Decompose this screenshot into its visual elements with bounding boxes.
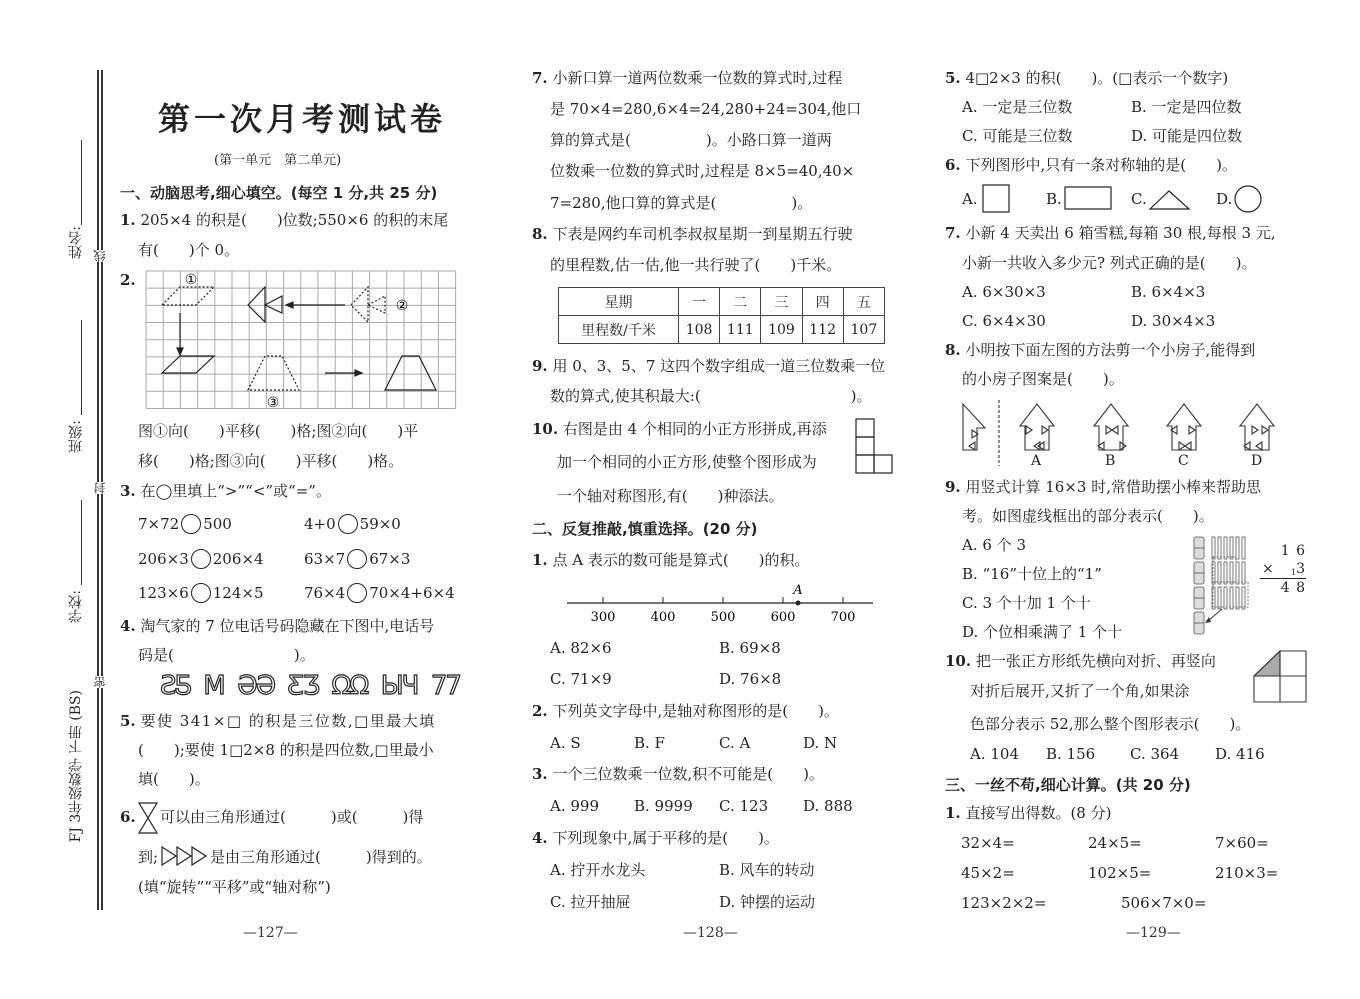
q7-line2: 是 70×4=280,6×4=24,280+24=304,他口 (550, 100, 862, 118)
house-window-triangle (1026, 426, 1032, 434)
q4-line2: 码是( )。 (138, 646, 315, 664)
q8-line2: 的里程数,估一估,他一共行驶了( )千米。 (550, 256, 842, 274)
c3-text: 一个三位数乘一位数,积不可能是( )。 (552, 765, 824, 783)
q3-heading: 在◯里填上“>”“<”或“=”。 (140, 482, 331, 500)
mark-2: ② (395, 298, 409, 314)
comparison-item (138, 514, 232, 534)
single-stick (1224, 562, 1227, 584)
house-option-shape (1020, 404, 1054, 450)
shape1-original (162, 287, 214, 305)
c7-number: 7. (945, 224, 961, 242)
house-window-triangle (1252, 426, 1258, 434)
school-field[interactable] (81, 500, 82, 585)
q1-line2: 有( )个 0。 (138, 241, 240, 259)
c2-option-a[interactable]: A. S (550, 734, 581, 752)
c5-option-b[interactable]: B. 一定是四位数 (1131, 98, 1242, 116)
table-row (559, 316, 885, 344)
calc-item[interactable]: 45×2= (961, 864, 1015, 882)
c7-option-b[interactable]: B. 6×4×3 (1131, 283, 1206, 301)
school-label: 学校: (68, 590, 84, 623)
q7-line5: 7=280,他口算的算式是( )。 (550, 194, 813, 212)
comparison-right: 59×0 (359, 515, 401, 533)
square-shape-icon (982, 184, 1012, 214)
house-window-triangle (1112, 426, 1118, 434)
mark-3: ③ (266, 395, 280, 410)
name-field[interactable] (81, 140, 82, 225)
seal-char-seal: 封 (93, 482, 107, 494)
single-stick (1230, 537, 1233, 559)
table-cell: 112 (802, 316, 843, 344)
single-stick (1230, 562, 1233, 584)
c2-option-c[interactable]: C. A (719, 734, 751, 752)
name-label: 姓名: (68, 226, 84, 259)
book-label: FJ 3年级数学 下册 (BS) (68, 690, 84, 843)
shape2-moved-a (248, 287, 265, 322)
c10-option-a[interactable]: A. 104 (970, 745, 1019, 763)
c8-line2: 的小房子图案是( )。 (962, 370, 1124, 388)
comparison-left: 63×7 (304, 550, 346, 568)
single-stick (1236, 587, 1239, 609)
c4-text: 下列现象中,属于平移的是( )。 (552, 829, 779, 847)
q7-number: 7. (532, 69, 548, 87)
c2-text: 下列英文字母中,是轴对称图形的是( )。 (552, 702, 839, 720)
shape2-moved-b (265, 296, 282, 313)
q9-number: 9. (532, 357, 548, 375)
c10-line2: 对折后展开,又折了一个角,如果涂 (970, 682, 1190, 700)
q6-line2b: 是由三角形通过( )得到的。 (210, 848, 432, 866)
triangle-shape-icon (1149, 189, 1191, 211)
number-line-tick-label: 600 (770, 610, 796, 625)
single-stick (1212, 537, 1215, 559)
c4-option-b[interactable]: B. 风车的转动 (719, 861, 815, 879)
house-option-shape (1094, 404, 1128, 450)
c5-option-d[interactable]: D. 可能是四位数 (1131, 127, 1243, 145)
q10-number: 10. (532, 420, 559, 438)
q10-line3: 一个轴对称图形,有( )种添法。 (557, 487, 784, 505)
shape3-original (248, 356, 299, 390)
c9-option-b[interactable]: B. “16”十位上的“1” (962, 565, 1102, 583)
c8-line1: 小明按下面左图的方法剪一个小房子,能得到 (965, 341, 1256, 359)
c3-option-d[interactable]: D. 888 (803, 797, 853, 815)
c3-number: 3. (532, 765, 548, 783)
c10-option-b[interactable]: B. 156 (1046, 745, 1096, 763)
hidden-digit-glyph: 77 (430, 671, 460, 701)
single-stick (1242, 587, 1245, 609)
c2-option-d[interactable]: D. N (803, 734, 838, 752)
c5-number: 5. (945, 69, 961, 87)
single-stick (1230, 587, 1233, 609)
shape2-original-a (351, 287, 368, 322)
calc-item[interactable]: 210×3= (1215, 864, 1279, 882)
hidden-digit-glyph: ƧƼ (160, 671, 190, 701)
table-cell: 111 (720, 316, 761, 344)
q1-line1: 205×4 的积是( )位数;550×6 的积的末尾 (140, 211, 449, 229)
q8-number: 8. (532, 225, 548, 243)
point-a-label: A (793, 583, 803, 598)
number-line-tick-label: 500 (710, 610, 736, 625)
c4-number: 4. (532, 829, 548, 847)
q10-line1: 右图是由 4 个相同的小正方形拼成,再添 (562, 420, 827, 438)
shape2-original-b (368, 296, 385, 313)
c6-option-b[interactable]: B. (1046, 190, 1062, 208)
q2-line2: 移( )格;图③向( )平移( )格。 (138, 452, 404, 470)
page-number-127: —127— (243, 925, 298, 941)
number-line-tick-label: 700 (830, 610, 856, 625)
three-triangles-icon (161, 846, 209, 866)
q6-line3: (填“旋转”“平移”或“轴对称”) (138, 878, 331, 896)
house-window-triangle (1034, 442, 1040, 450)
number-line-tick-label: 400 (650, 610, 676, 625)
table-header-cell: 三 (761, 288, 802, 316)
single-stick (1224, 587, 1227, 609)
q7-line3: 算的算式是( )。小路口算一道两 (550, 131, 832, 149)
calc-item[interactable]: 123×2×2= (961, 894, 1047, 912)
comparison-right: 70×4+6×4 (369, 584, 455, 602)
hidden-digit-glyph: ЫЧ (380, 671, 418, 701)
hidden-digit-glyph: ƸƷ (287, 671, 319, 701)
paper-house-figure (955, 398, 1285, 470)
table-cell: 108 (679, 316, 720, 344)
hidden-digit-glyph: ƏƏ (237, 671, 275, 701)
calc-item[interactable]: 24×5= (1088, 834, 1142, 852)
c6-option-c[interactable]: C. (1131, 190, 1147, 208)
c7-option-d[interactable]: D. 30×4×3 (1131, 312, 1216, 330)
table-header-cell: 二 (720, 288, 761, 316)
house-label-b[interactable]: B (1105, 453, 1116, 469)
q7-line1: 小新口算一道两位数乘一位数的算式时,过程 (552, 69, 843, 87)
q5-line2: ( );要使 1□2×8 的积是四位数,□里最小 (138, 741, 434, 759)
calc-result: 4 8 (1260, 578, 1306, 597)
c4-option-d[interactable]: D. 钟摆的运动 (719, 893, 816, 911)
folded-square-figure (1253, 650, 1309, 704)
comparison-item (304, 583, 455, 603)
c5-option-c[interactable]: C. 可能是三位数 (962, 127, 1073, 145)
c6-option-a[interactable]: A. (962, 190, 978, 208)
shape1-moved (162, 356, 214, 373)
q8-line1: 下表是网约车司机李叔叔星期一到星期五行驶 (552, 225, 853, 243)
c3-option-c[interactable]: C. 123 (719, 797, 769, 815)
hidden-digit-glyph: ΩΩ (331, 671, 368, 701)
class-label: 班级: (68, 420, 84, 453)
house-label-a[interactable]: A (1031, 453, 1042, 469)
c10-option-d[interactable]: D. 416 (1215, 745, 1265, 763)
section-3-heading: 三、一丝不苟,细心计算。(共 20 分) (945, 776, 1191, 794)
q4-number: 4. (120, 617, 136, 635)
house-label-c[interactable]: C (1178, 453, 1189, 469)
single-stick (1218, 562, 1221, 584)
c9-line1: 用竖式计算 16×3 时,常借助摆小棒来帮助思 (965, 478, 1261, 496)
c1-option-c[interactable]: C. 71×9 (550, 670, 612, 688)
q7-line4: 位数乘一位数的算式时,过程是 8×5=40,40× (550, 162, 855, 180)
class-field[interactable] (81, 320, 82, 415)
c8-number: 8. (945, 341, 961, 359)
c7-line2: 小新一共收入多少元? 列式正确的是( )。 (962, 254, 1257, 272)
comparison-left: 76×4 (304, 584, 346, 602)
vertical-multiplication (1260, 542, 1306, 597)
q9-line1: 用 0、3、5、7 这四个数字组成一道三位数乘一位 (552, 357, 886, 375)
c5-text: 4□2×3 的积( )。(□表示一个数字) (965, 69, 1229, 87)
c5-option-a[interactable]: A. 一定是三位数 (962, 98, 1073, 116)
comparison-circle[interactable] (347, 583, 367, 603)
c7-line1: 小新 4 天卖出 6 箱雪糕,每箱 30 根,每根 3 元, (965, 224, 1276, 242)
counting-sticks-figure (1192, 534, 1262, 640)
number-line-tick-label: 300 (590, 610, 616, 625)
calc-item[interactable]: 102×5= (1088, 864, 1152, 882)
hidden-phone-number-figure (160, 670, 460, 702)
c1-number: 1. (532, 551, 548, 569)
q6-line2a: 到; (138, 848, 159, 866)
q9-line2: 数的算式,使其积最大:( )。 (550, 387, 872, 405)
c1-option-a[interactable]: A. 82×6 (550, 639, 612, 657)
c1-text: 点 A 表示的数可能是算式( )的积。 (552, 551, 810, 569)
calc-item[interactable]: 7×60= (1215, 834, 1269, 852)
comparison-item (304, 514, 401, 534)
comparison-circle[interactable] (338, 514, 358, 534)
c9-option-d[interactable]: D. 个位相乘满了 1 个十 (962, 623, 1123, 641)
table-header-cell: 星期 (559, 288, 679, 316)
q5-line3: 填( )。 (138, 770, 210, 788)
comparison-right: 67×3 (369, 550, 411, 568)
seal-char-secret: 密 (93, 676, 107, 688)
rectangle-shape-icon (1064, 186, 1114, 212)
single-stick (1236, 537, 1239, 559)
house-window-triangle (1185, 442, 1191, 450)
c3-option-a[interactable]: A. 999 (550, 797, 599, 815)
table-header-row (559, 288, 885, 316)
comparison-left: 206×3 (138, 550, 189, 568)
house-window-triangle (1189, 426, 1195, 434)
table-cell: 109 (761, 316, 802, 344)
table-cell: 里程数/千米 (559, 316, 679, 344)
l-shape-squares-figure (855, 418, 895, 476)
shape3-moved (385, 356, 436, 390)
calc-carry: 1 (1290, 568, 1296, 577)
c7-option-c[interactable]: C. 6×4×30 (962, 312, 1046, 330)
c10-line3: 色部分表示 52,那么整个图形表示( )。 (970, 715, 1251, 733)
translation-grid-figure (145, 270, 457, 410)
page-subtitle: (第一单元 第二单元) (214, 153, 342, 168)
comparison-circle[interactable] (191, 583, 211, 603)
calc-top: 1 6 (1280, 543, 1306, 559)
c7-option-a[interactable]: A. 6×30×3 (962, 283, 1046, 301)
page-title: 第一次月考测试卷 (158, 100, 447, 138)
q6-line1: 可以由三角形通过( )或( )得 (160, 808, 424, 826)
circle-shape-icon (1234, 184, 1264, 214)
c3-option-b[interactable]: B. 9999 (634, 797, 693, 815)
c6-option-d[interactable]: D. (1216, 190, 1233, 208)
table-cell: 107 (843, 316, 884, 344)
c4-option-c[interactable]: C. 拉开抽屉 (550, 893, 631, 911)
single-stick (1224, 537, 1227, 559)
calc-item[interactable]: 32×4= (961, 834, 1015, 852)
c9-line2: 考。如图虚线框出的部分表示( )。 (962, 507, 1214, 525)
c9-number: 9. (945, 478, 961, 496)
house-option-shape (1167, 404, 1201, 450)
single-stick (1218, 537, 1221, 559)
house-window-triangle (1042, 426, 1048, 434)
c9-option-a[interactable]: A. 6 个 3 (962, 536, 1026, 554)
comparison-circle[interactable] (181, 514, 201, 534)
house-label-d[interactable]: D (1251, 453, 1263, 469)
house-window-triangle (1256, 442, 1262, 450)
c10-option-c[interactable]: C. 364 (1130, 745, 1180, 763)
c6-number: 6. (945, 156, 961, 174)
calc-multiplier: 3 (1296, 561, 1305, 577)
single-stick (1242, 537, 1245, 559)
c10-line1: 把一张正方形纸先横向对折、再竖向 (975, 652, 1216, 670)
c1-option-d[interactable]: D. 76×8 (719, 670, 782, 688)
k1-number: 1. (945, 804, 961, 822)
seal-char-line: 线 (93, 250, 107, 262)
single-stick (1218, 587, 1221, 609)
page-number-128: —128— (683, 925, 738, 941)
single-stick (1242, 562, 1245, 584)
point-a-marker (796, 601, 801, 606)
q2-line1: 图①向( )平移( )格;图②向( )平 (138, 422, 419, 440)
comparison-right: 206×4 (212, 550, 264, 568)
section-2-heading: 二、反复推敲,慎重选择。(20 分) (532, 520, 758, 538)
comparison-left: 7×72 (138, 515, 180, 533)
c2-option-b[interactable]: B. F (634, 734, 665, 752)
c9-option-c[interactable]: C. 3 个十加 1 个十 (962, 594, 1091, 612)
comparison-right: 500 (203, 515, 232, 533)
c10-number: 10. (945, 652, 972, 670)
c2-number: 2. (532, 702, 548, 720)
page-number-129: —129— (1126, 925, 1181, 941)
hidden-digit-glyph: M (203, 671, 224, 701)
comparison-circle[interactable] (191, 549, 211, 569)
number-line (565, 578, 877, 626)
house-window-triangle (1262, 426, 1268, 434)
section-1-heading: 一、动脑思考,细心填空。(每空 1 分,共 25 分) (120, 184, 438, 202)
k1-text: 直接写出得数。(8 分) (965, 804, 1112, 822)
comparison-item (138, 549, 264, 569)
mileage-table (558, 287, 885, 344)
table-header-cell: 五 (843, 288, 884, 316)
table-header-cell: 一 (679, 288, 720, 316)
q4-line1: 淘气家的 7 位电话号码隐藏在下图中,电话号 (140, 617, 435, 635)
q1-number: 1. (120, 211, 136, 229)
q2-number: 2. (120, 271, 136, 289)
comparison-item (304, 549, 410, 569)
c1-option-b[interactable]: B. 69×8 (719, 639, 781, 657)
q10-line2: 加一个相同的小正方形,使整个图形成为 (557, 453, 817, 471)
q5-line1: 要使 341×□ 的积是三位数,□里最大填 (140, 712, 436, 730)
comparison-circle[interactable] (347, 549, 367, 569)
comparison-item (138, 583, 264, 603)
q3-number: 3. (120, 482, 136, 500)
mark-1: ① (184, 272, 198, 288)
q5-number: 5. (120, 712, 136, 730)
comparison-left: 4+0 (304, 515, 336, 533)
house-option-shape (1240, 404, 1274, 450)
calc-operator: × (1262, 561, 1274, 577)
comparison-left: 123×6 (138, 584, 189, 602)
c4-option-a[interactable]: A. 拧开水龙头 (550, 861, 646, 879)
c6-text: 下列图形中,只有一条对称轴的是( )。 (965, 156, 1237, 174)
comparison-right: 124×5 (212, 584, 264, 602)
hourglass-triangles-icon (138, 802, 158, 834)
table-header-cell: 四 (802, 288, 843, 316)
calc-item[interactable]: 506×7×0= (1121, 894, 1207, 912)
q6-number: 6. (120, 808, 136, 826)
